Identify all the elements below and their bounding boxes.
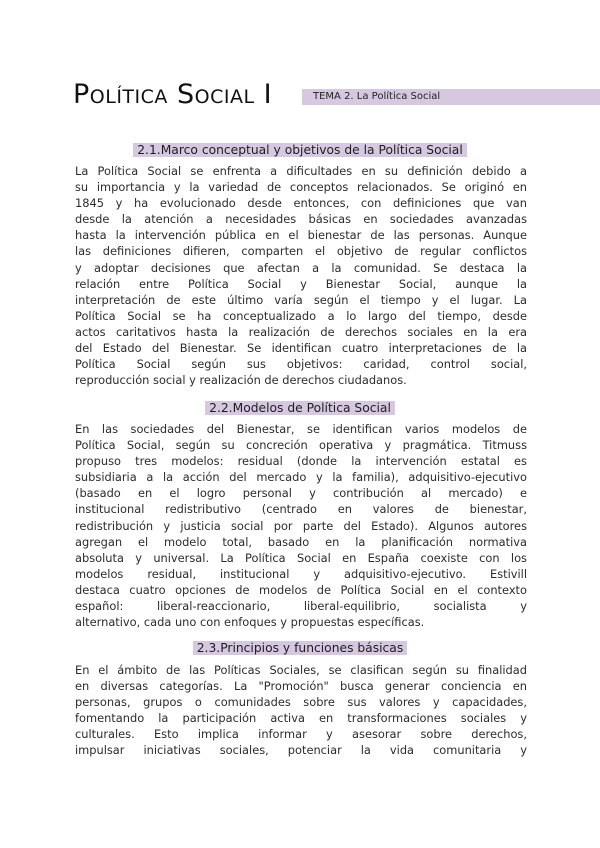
section-heading-1 xyxy=(0,141,600,159)
document-title: Política Social I xyxy=(73,79,273,110)
body-line: en diversas categorías. La "Promoción" busca generar conciencia en xyxy=(75,679,527,694)
body-line: destaca cuatro opciones de modelos de Política Social en el contexto xyxy=(75,582,527,597)
body-line: En el ámbito de las Políticas Sociales, se clasifican según su finalidad xyxy=(75,663,527,677)
body-line: institucional redistributivo (centrado en valores de bienestar, xyxy=(75,502,527,517)
section-heading-3-text: 2.3.Principios y funciones básicas xyxy=(193,641,408,655)
body-line: fomentando la participación activa en transformaciones sociales y xyxy=(75,711,527,726)
section-body-1 xyxy=(75,163,527,388)
body-line: personas, grupos o comunidades sobre sus valores y capacidades, xyxy=(75,695,527,710)
body-line: interpretación de este último varía según el tiempo y el lugar. La xyxy=(75,292,527,307)
body-line: absoluta y universal. La Política Social en España coexiste con los xyxy=(75,550,527,565)
section-heading-2 xyxy=(0,399,600,417)
body-line: impulsar iniciativas sociales, potenciar la vida comunitaria y xyxy=(75,743,527,758)
body-line: agregan el modelo total, basado en la planificación normativa xyxy=(75,534,527,549)
body-line: subsidiaria a la acción del mercado y la familia), adquisitivo-ejecutivo xyxy=(75,470,527,485)
body-line: del Estado del Bienestar. Se identifican cuatro interpretaciones de la xyxy=(75,341,527,356)
topic-banner: TEMA 2. La Política Social xyxy=(302,89,600,105)
body-line: Política Social según sus objetivos: caridad, control social, xyxy=(75,357,527,372)
body-line: relación entre Política Social y Bienestar Social, aunque la xyxy=(75,276,527,291)
section-body-2 xyxy=(75,421,527,630)
section-heading-3 xyxy=(0,639,600,657)
body-line: su importancia y la variedad de conceptos relacionados. Se originó en xyxy=(75,180,527,195)
body-line: Política Social se ha conceptualizado a lo largo del tiempo, desde xyxy=(75,308,527,323)
body-line: En las sociedades del Bienestar, se identifican varios modelos de xyxy=(75,422,527,436)
section-heading-2-text: 2.2.Modelos de Política Social xyxy=(205,401,395,415)
body-line: culturales. Esto implica informar y asesorar sobre derechos, xyxy=(75,727,527,742)
body-line: español: liberal-reaccionario, liberal-equilibrio, socialista y xyxy=(75,599,527,614)
body-line: Política Social, según su concreción operativa y pragmática. Titmuss xyxy=(75,438,527,453)
body-line: 1845 y ha evolucionado desde entonces, con definiciones que van xyxy=(75,196,527,211)
body-line: las definiciones difieren, comparten el objetivo de regular conflictos xyxy=(75,244,527,259)
body-line: modelos residual, institucional y adquisitivo-ejecutivo. Estivill xyxy=(75,566,527,581)
section-heading-1-text: 2.1.Marco conceptual y objetivos de la Política Social xyxy=(133,143,467,157)
section-body-3 xyxy=(75,662,527,759)
body-line: actos caritativos hasta la realización de derechos sociales en la era xyxy=(75,324,527,339)
body-line: propuso tres modelos: residual (donde la intervención estatal es xyxy=(75,454,527,469)
body-line: desde la atención a necesidades básicas en sociedades avanzadas xyxy=(75,212,527,227)
body-line: y adoptar decisiones que afectan a la comunidad. Se destaca la xyxy=(75,260,527,275)
body-line: redistribución y justicia social por parte del Estado). Algunos autores xyxy=(75,518,527,533)
body-line: hasta la intervención pública en el bienestar de las personas. Aunque xyxy=(75,228,527,243)
body-line: (basado en el logro personal y contribución al mercado) e xyxy=(75,486,527,501)
body-line: alternativo, cada uno con enfoques y propuestas específicas. xyxy=(75,615,425,630)
body-line: reproducción social y realización de derechos ciudadanos. xyxy=(75,373,407,388)
body-line: La Política Social se enfrenta a dificultades en su definición debido a xyxy=(75,164,527,178)
